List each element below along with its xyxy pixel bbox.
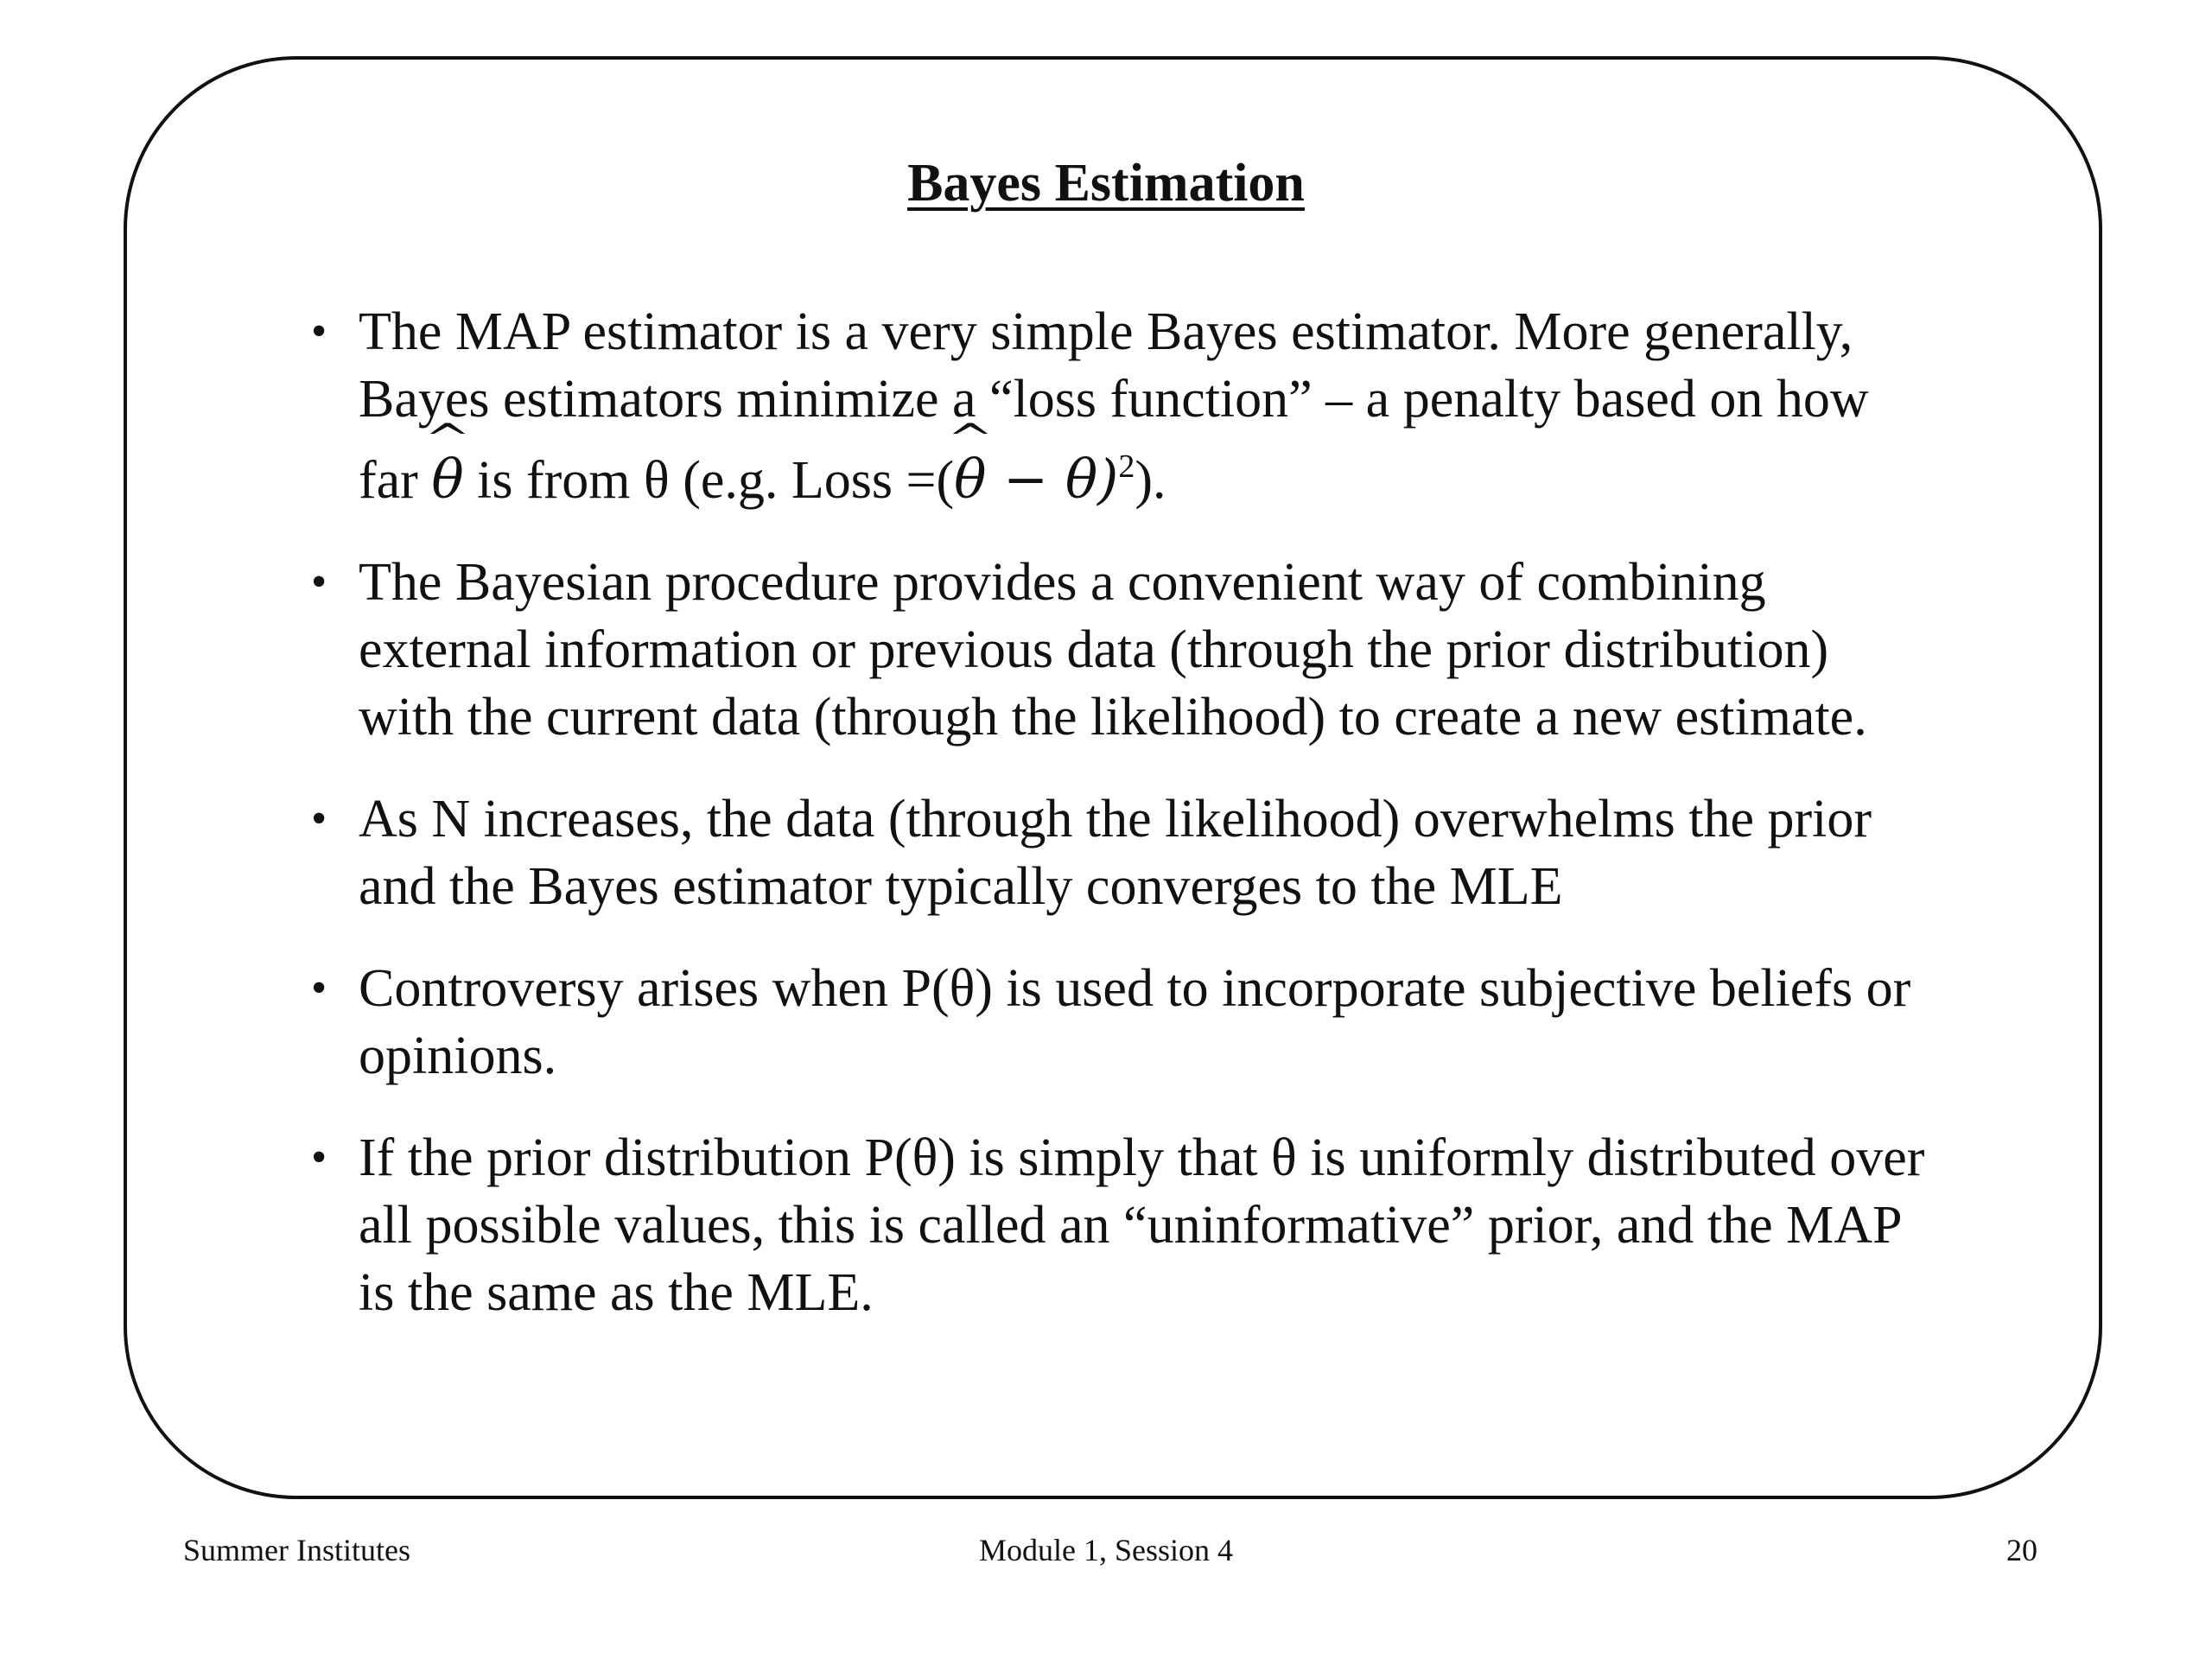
bullet-text-part: ). [1135, 451, 1166, 510]
bullet-item-3 [311, 785, 1936, 920]
theta-hat-symbol: ^ θ [954, 446, 986, 513]
bullet-text: If the prior distribution P(θ) is simply that θ is uniformly distributed over all possible values, this is called an “uninformative” prior, and the MAP is the same as the MLE. [359, 1128, 1925, 1322]
bullet-text-part: is from θ (e.g. Loss =( [463, 451, 955, 510]
bullet-item-5 [311, 1124, 1936, 1326]
bullet-item-4 [311, 955, 1936, 1090]
exponent: 2 [1118, 448, 1135, 485]
slide-title: Bayes Estimation [907, 154, 1305, 213]
bullet-icon: • [311, 1133, 327, 1182]
bullet-text: Controversy arises when P(θ) is used to incorporate subjective beliefs or opinions. [359, 959, 1911, 1085]
bullet-list [311, 298, 1936, 1361]
paren-close: ) [1097, 448, 1119, 511]
theta-hat-symbol: ^ θ [431, 446, 463, 513]
bullet-text-part: The MAP estimator is a very simple Bayes estimator. More generally, Bayes estimators minimize a “loss function” – a penalty based on how far [359, 302, 1869, 510]
bullet-item-2 [311, 549, 1936, 751]
footer-institution: Summer Institutes [183, 1533, 410, 1567]
minus-theta: − θ [986, 448, 1098, 511]
bullet-icon: • [311, 557, 327, 607]
bullet-text: The Bayesian procedure provides a convenient way of combining external information or previous data (through the prior distribution) with the current data (through the likelihood) to create a new estimate. [359, 553, 1867, 747]
bullet-icon: • [311, 307, 327, 356]
bullet-item-1 [311, 298, 1936, 514]
bullet-icon: • [311, 963, 327, 1013]
bullet-icon: • [311, 794, 327, 843]
page-number: 20 [2006, 1533, 2037, 1567]
bullet-text: As N increases, the data (through the likelihood) overwhelms the prior and the Bayes estimator typically converges to the MLE [359, 790, 1872, 916]
footer-module: Module 1, Session 4 [978, 1533, 1233, 1567]
